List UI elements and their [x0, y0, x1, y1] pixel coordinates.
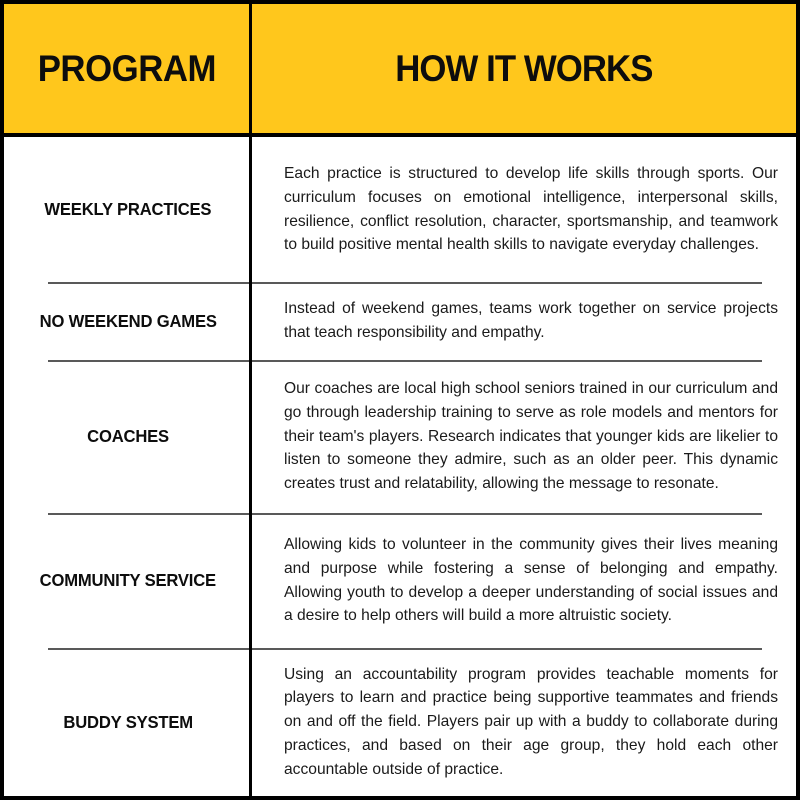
cell-program-name [4, 282, 252, 360]
program-name-label: WEEKLY PRACTICES [44, 199, 212, 220]
table-header-row [4, 4, 796, 137]
table-row [4, 513, 796, 648]
cell-how-it-works [252, 513, 796, 648]
column-header-program: PROGRAM [37, 48, 216, 89]
program-name-label: BUDDY SYSTEM [63, 711, 193, 732]
how-it-works-description: Instead of weekend games, teams work together on service projects that teach responsibility and empathy. [284, 300, 778, 341]
table-row [4, 648, 796, 796]
cell-program-name [4, 513, 252, 648]
program-name-label: NO WEEKEND GAMES [39, 310, 217, 331]
table-row [4, 282, 796, 360]
cell-program-name [4, 360, 252, 513]
column-header-how-it-works: HOW IT WORKS [395, 48, 653, 89]
table-row [4, 360, 796, 513]
table-body [4, 137, 796, 796]
cell-how-it-works [252, 648, 796, 796]
cell-how-it-works [252, 137, 796, 282]
program-name-label: COACHES [87, 426, 169, 447]
cell-program-name [4, 648, 252, 796]
cell-how-it-works [252, 282, 796, 360]
program-name-label: COMMUNITY SERVICE [39, 570, 217, 591]
header-cell-program [4, 4, 252, 133]
how-it-works-description: Our coaches are local high school seniors trained in our curriculum and go through leadership training to serve as role models and mentors for their team's players. Research indicates that younger kids are likelier to listen to someone they admire, such as an older peer. This dynamic creates trust and relatability, allowing the message to resonate. [284, 380, 778, 493]
table-row [4, 137, 796, 282]
cell-program-name [4, 137, 252, 282]
cell-how-it-works [252, 360, 796, 513]
how-it-works-description: Using an accountability program provides teachable moments for players to learn and practice being supportive teammates and friends on and off the field. Players pair up with a buddy to collaborate during practices, and based on their age group, they hold each other accountable outside of practice. [284, 665, 778, 778]
how-it-works-description: Allowing kids to volunteer in the community gives their lives meaning and purpose while fostering a sense of belonging and empathy. Allowing youth to develop a deeper understanding of social issues and a desire to help others will build a more altruistic society. [284, 536, 778, 625]
column-separator-rule [249, 137, 252, 796]
how-it-works-description: Each practice is structured to develop life skills through sports. Our curriculum focuses on emotional intelligence, interpersonal skills, resilience, conflict resolution, character, sportsmanship, and teamwork to build positive mental health skills to navigate everyday challenges. [284, 165, 778, 254]
header-cell-how-it-works [252, 4, 796, 133]
